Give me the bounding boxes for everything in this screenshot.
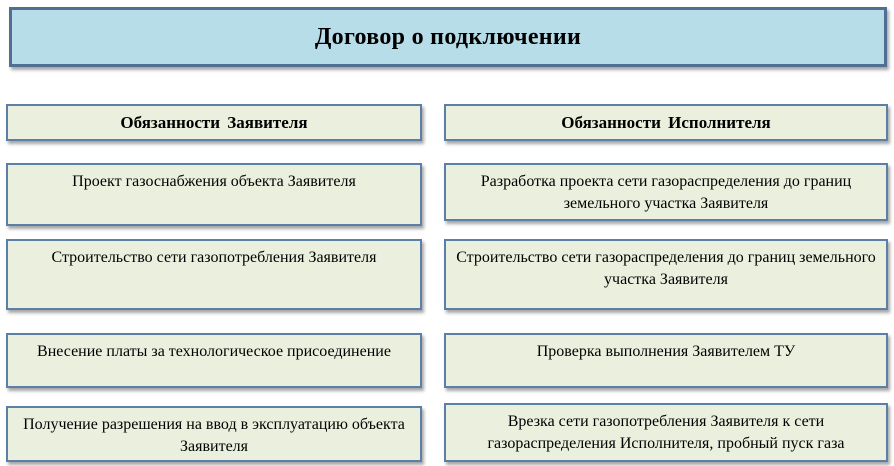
applicant-duties-header bbox=[6, 104, 422, 141]
applicant-duty-3-text: Внесение платы за технологическое присоединение bbox=[37, 343, 391, 360]
executor-duties-header bbox=[444, 104, 888, 141]
applicant-duty-2-text: Строительство сети газопотребления Заявителя bbox=[51, 249, 377, 266]
applicant-duty-3 bbox=[6, 333, 422, 388]
contract-title: Договор о подключении bbox=[314, 23, 582, 50]
applicant-duties-header-label: Обязанности Заявителя bbox=[120, 112, 308, 132]
executor-duty-3-text: Проверка выполнения Заявителем ТУ bbox=[536, 343, 796, 360]
executor-duty-1-text: Разработка проекта сети газораспределения до границ земельного участка Заявителя bbox=[480, 173, 852, 212]
applicant-duty-4 bbox=[6, 406, 422, 462]
executor-duty-3 bbox=[444, 333, 888, 388]
applicant-duty-1-text: Проект газоснабжения объекта Заявителя bbox=[72, 173, 356, 190]
executor-duty-4-text: Врезка сети газопотребления Заявителя к сети газораспределения Исполнителя, пробный пуск газа bbox=[487, 413, 845, 452]
applicant-duty-4-text: Получение разрешения на ввод в эксплуатацию объекта Заявителя bbox=[23, 416, 405, 455]
executor-duties-header-label: Обязанности Исполнителя bbox=[561, 112, 771, 132]
executor-duty-2-text: Строительство сети газораспределения до границ земельного участка Заявителя bbox=[456, 249, 876, 288]
executor-duty-4 bbox=[444, 403, 888, 462]
contract-title-box bbox=[9, 7, 887, 67]
applicant-duty-1 bbox=[6, 163, 422, 226]
executor-duty-2 bbox=[444, 239, 888, 310]
applicant-duty-2 bbox=[6, 239, 422, 310]
executor-duty-1 bbox=[444, 163, 888, 221]
